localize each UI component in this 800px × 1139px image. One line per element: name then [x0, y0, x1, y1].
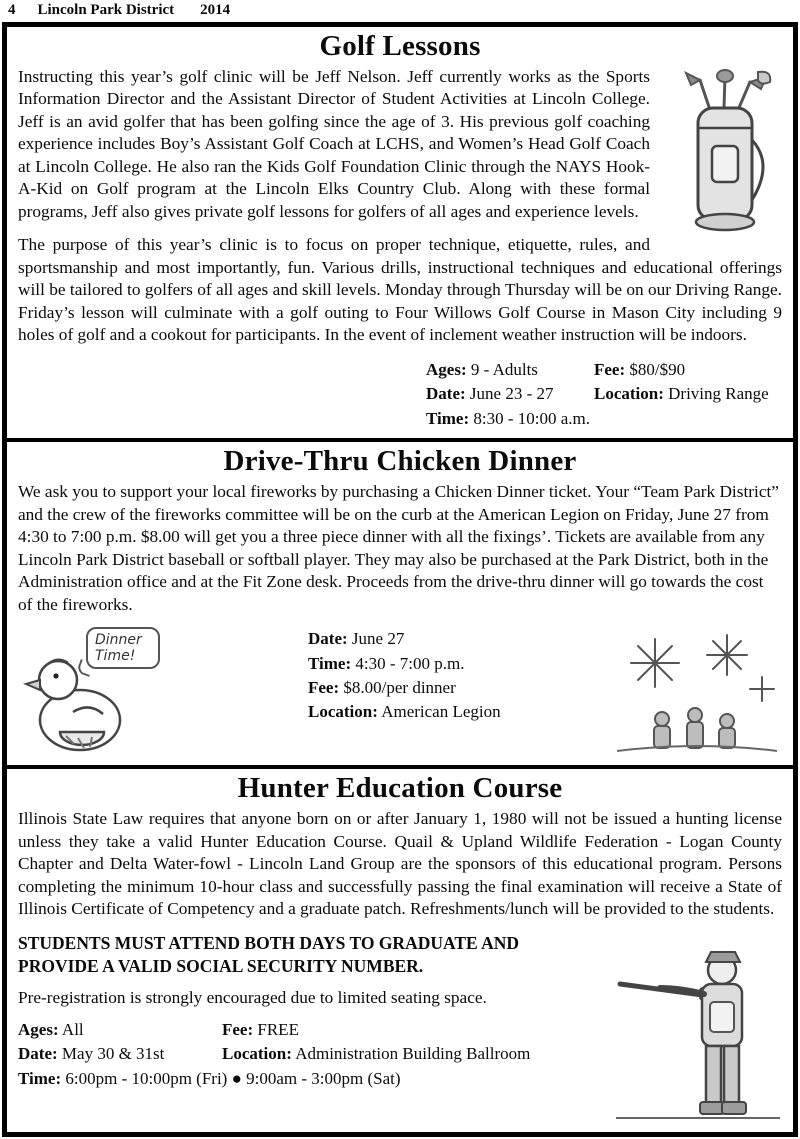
- golf-details: [426, 358, 786, 430]
- fee-value: $80/$90: [629, 359, 686, 379]
- hunter-time: [18, 1067, 578, 1090]
- hunter-illustration: [614, 936, 782, 1124]
- hunter-icon: [614, 936, 782, 1124]
- chicken-location: [308, 700, 501, 723]
- hunter-paragraph: Illinois State Law requires that anyone born on or after January 1, 1980 will not be issued a hunting license unless they take a valid Hunter Education Course. Quail & Upland Wildlife Federation - Logan County Chapter and Delta Water-fowl - Lincoln Land Group are the sponsors of this educational program. Persons completing the minimum 10-hour class and successfully passing the final examination will receive a State of Illinois Certificate of Competency and a graduate patch. Refreshments/lunch will be provided to the students.: [18, 809, 782, 919]
- fee-label: Fee:: [308, 677, 340, 697]
- time-value: 6:00pm - 10:00pm (Fri) ● 9:00am - 3:00pm (Sat): [65, 1068, 401, 1088]
- page-border: [2, 22, 798, 1137]
- ages-value: All: [61, 1019, 84, 1039]
- golf-ages: [426, 358, 586, 381]
- page-number: 4: [8, 2, 16, 18]
- hunter-details: [18, 1018, 578, 1090]
- fee-value: $8.00/per dinner: [343, 677, 456, 697]
- golf-bag-illustration: [662, 68, 782, 236]
- ages-label: Ages:: [426, 359, 467, 379]
- location-label: Location:: [222, 1044, 292, 1064]
- golf-paragraph-2: The purpose of this year’s clinic is to focus on proper technique, etiquette, rules, and sportsmanship and most importantly, fun. Various drills, instructional techniques and educational offerings will be tailored to golfers of all ages and skill levels. Monday through Thursday will be on our Driving Range. Friday’s lesson will culminate with a golf outing to Four Willows Golf Course in Mason City including 9 holes of golf and a cookout for participants. In the event of inclement weather instruction will be indoors.: [18, 235, 782, 345]
- hunter-title: Hunter Education Course: [237, 772, 563, 805]
- masthead-year: 2014: [200, 2, 231, 18]
- hunter-date: [18, 1042, 214, 1065]
- hunter-fee: [222, 1018, 578, 1041]
- section-chicken-dinner: [7, 438, 793, 765]
- district-title: Lincoln Park District: [37, 2, 175, 18]
- section-hunter-education: [7, 765, 793, 1131]
- ages-label: Ages:: [18, 1019, 59, 1039]
- date-label: Date:: [308, 629, 348, 649]
- masthead: [0, 0, 800, 22]
- location-value: Administration Building Ballroom: [295, 1044, 531, 1064]
- golf-fee: [594, 358, 786, 381]
- time-label: Time:: [18, 1068, 62, 1088]
- location-value: American Legion: [381, 702, 501, 722]
- fireworks-illustration: [607, 627, 782, 757]
- time-label: Time:: [426, 408, 470, 428]
- chicken-time: [308, 652, 501, 675]
- chicken-date: [308, 627, 501, 650]
- hunter-ages: [18, 1018, 214, 1041]
- section-golf-lessons: [7, 30, 793, 438]
- hunter-notice: STUDENTS MUST ATTEND BOTH DAYS TO GRADUATE AND PROVIDE A VALID SOCIAL SECURITY NUMBER.: [18, 932, 519, 976]
- chicken-fee: [308, 676, 501, 699]
- chicken-bottom-row: [18, 627, 782, 757]
- date-label: Date:: [426, 384, 466, 404]
- chicken-illustration: [18, 627, 208, 755]
- ages-value: 9 - Adults: [470, 359, 538, 379]
- fireworks-icon: [607, 627, 782, 757]
- time-value: 4:30 - 7:00 p.m.: [355, 653, 465, 673]
- date-value: June 23 - 27: [469, 384, 554, 404]
- date-label: Date:: [18, 1044, 58, 1064]
- golf-time: [426, 407, 786, 430]
- speech-bubble: Dinner Time!: [86, 627, 160, 669]
- location-label: Location:: [308, 702, 378, 722]
- date-value: May 30 & 31st: [61, 1044, 165, 1064]
- golf-bag-icon: [662, 68, 782, 236]
- chicken-title: Drive-Thru Chicken Dinner: [223, 445, 577, 478]
- golf-location: [594, 382, 786, 405]
- chicken-icon: [18, 650, 148, 755]
- fee-label: Fee:: [594, 359, 626, 379]
- chicken-details: [308, 627, 501, 724]
- hunter-location: [222, 1042, 578, 1065]
- date-value: June 27: [351, 629, 405, 649]
- location-value: Driving Range: [668, 384, 769, 404]
- fee-label: Fee:: [222, 1019, 254, 1039]
- golf-title: Golf Lessons: [319, 30, 481, 62]
- chicken-paragraph: We ask you to support your local fireworks by purchasing a Chicken Dinner ticket. Your “Team Park District” and the crew of the fireworks committee will be on the curb at the American Legion on Friday, June 27 from 4:30 to 7:00 p.m. $8.00 will get you a three piece dinner with all the fixings’. Tickets are available from any Lincoln Park District baseball or softball player. They may also be purchased at the Park District, both in the Administration office and at the Fit Zone desk. Proceeds from the drive-thru dinner will go towards the cost of the fireworks.: [18, 482, 779, 614]
- golf-date: [426, 382, 586, 405]
- time-label: Time:: [308, 653, 352, 673]
- golf-paragraph-1: Instructing this year’s golf clinic will be Jeff Nelson. Jeff currently works as the Sports Information Director and the Assistant Director of Student Activities at Lincoln College. Jeff is an avid golfer that has been golfing since the age of 3. His previous golf coaching experience includes Boy’s Assistant Golf Coach at LCHS, and Women’s Head Golf Coach at Lincoln College. He also ran the Kids Golf Foundation Clinic through the NAYS Hook-A-Kid on Golf program at the Lincoln Elks Country Club. Along with these formal programs, Jeff also gives private golf lessons for golfers of all ages and experience levels.: [18, 67, 650, 221]
- fee-value: FREE: [257, 1019, 299, 1039]
- time-value: 8:30 - 10:00 a.m.: [473, 408, 591, 428]
- hunter-preregistration: Pre-registration is strongly encouraged due to limited seating space.: [18, 987, 487, 1007]
- location-label: Location:: [594, 384, 664, 404]
